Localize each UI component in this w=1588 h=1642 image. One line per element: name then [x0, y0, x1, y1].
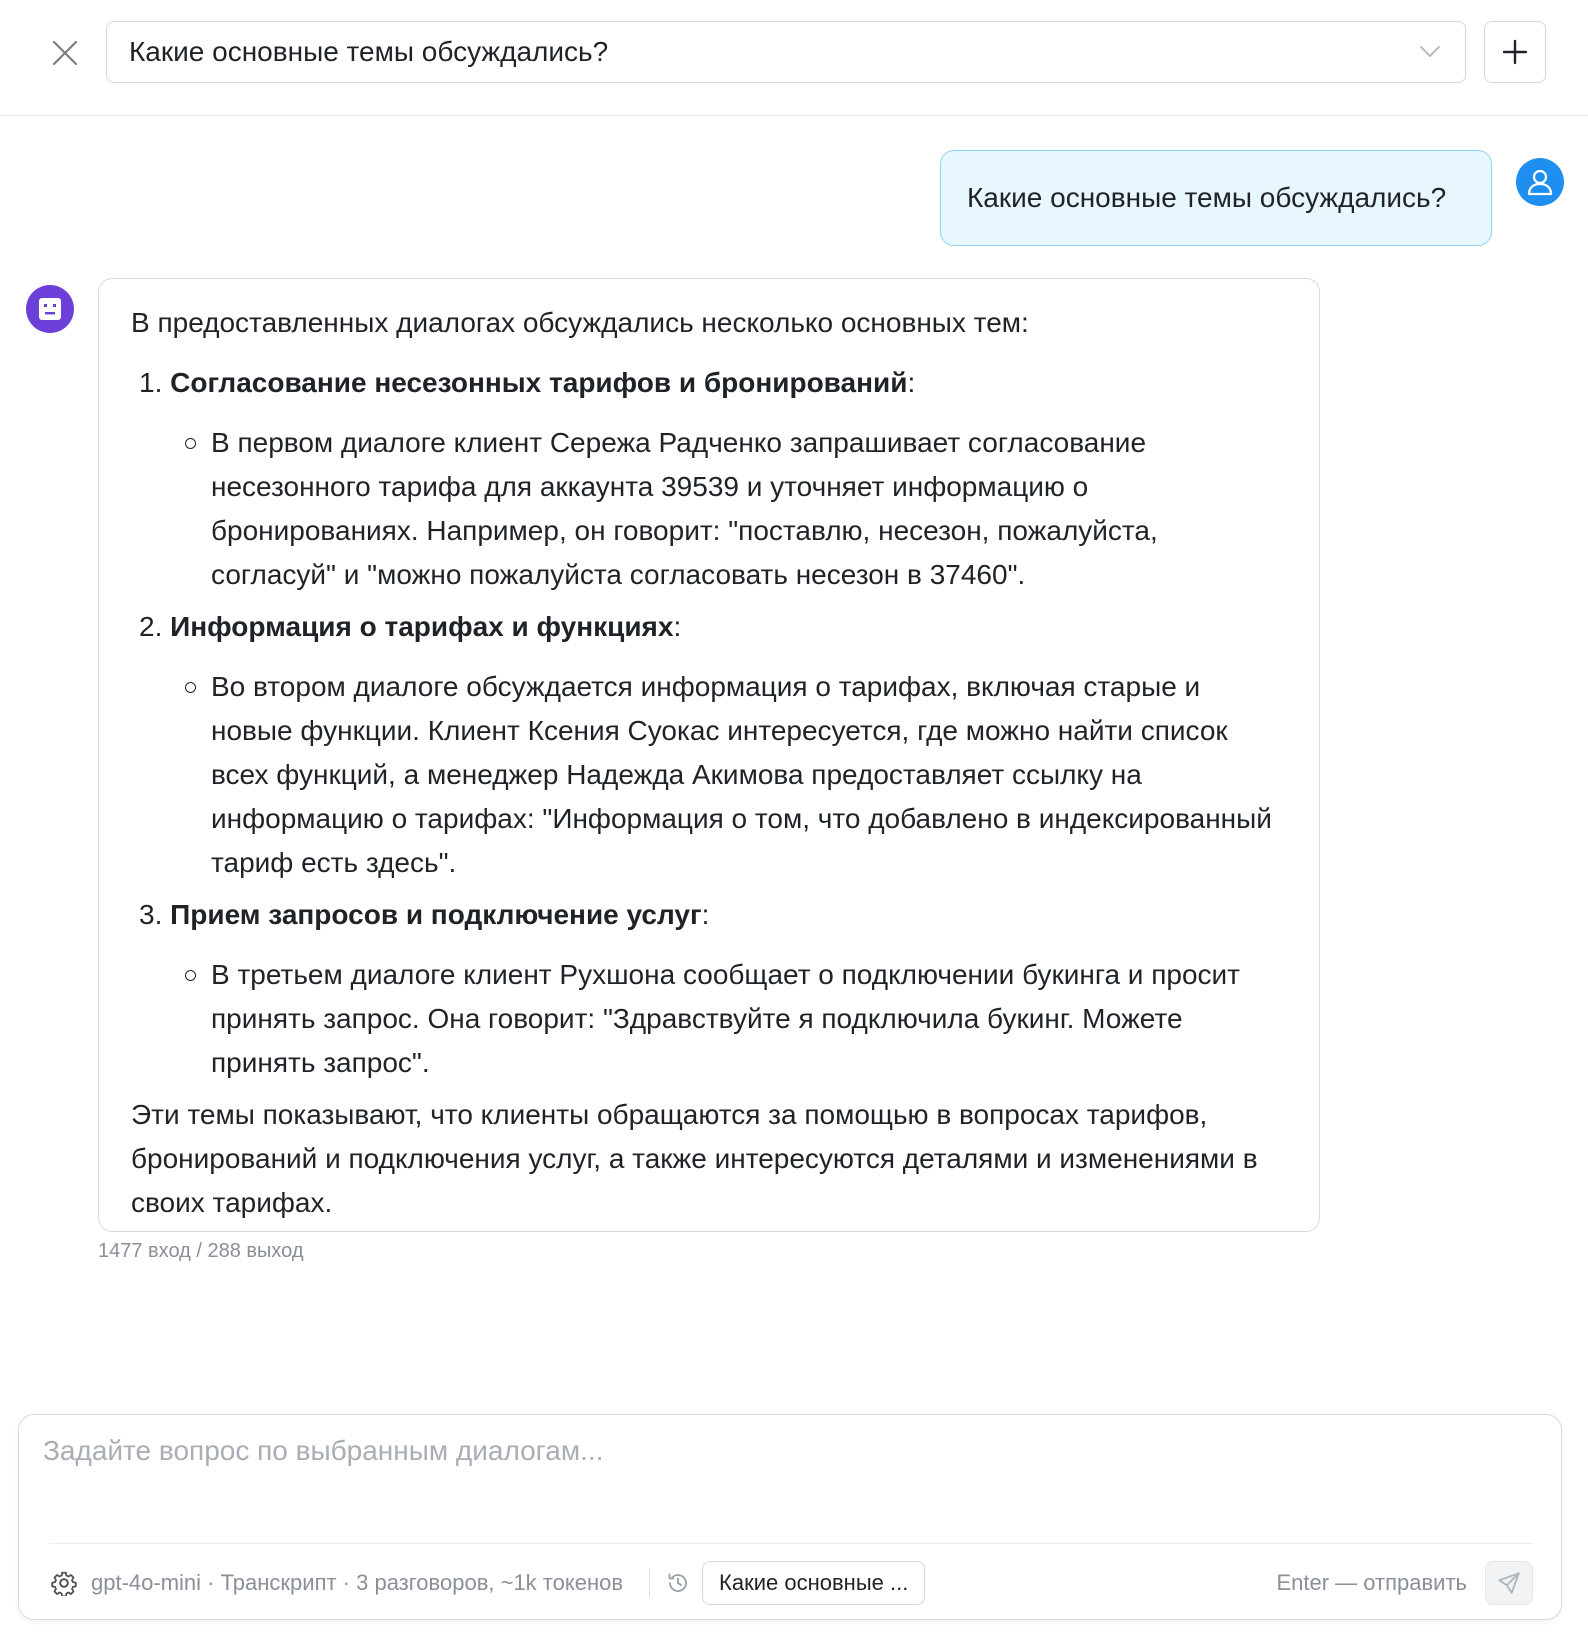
- bullet-circle: [185, 970, 196, 981]
- topic-title: 2. Информация о тарифах и функциях:: [139, 611, 682, 642]
- footer-divider: [649, 1569, 650, 1597]
- assistant-message-bubble: [98, 278, 1320, 1232]
- clock-icon[interactable]: [664, 1569, 692, 1597]
- chevron-down-icon: [1417, 39, 1443, 65]
- question-input[interactable]: [43, 1435, 1533, 1531]
- close-button[interactable]: [44, 32, 86, 74]
- question-select[interactable]: [106, 21, 1466, 83]
- composer-divider: [49, 1543, 1533, 1544]
- bullet-circle: [185, 682, 196, 693]
- send-icon: [1496, 1570, 1522, 1596]
- topic-title: 3. Прием запросов и подключение услуг:: [139, 899, 710, 930]
- history-chip[interactable]: Какие основные ...: [702, 1561, 925, 1605]
- send-button[interactable]: [1485, 1561, 1533, 1605]
- user-avatar: [1516, 158, 1564, 206]
- assistant-intro: В предоставленных диалогах обсуждались несколько основных тем:: [131, 307, 1029, 338]
- close-icon: [51, 39, 79, 67]
- gear-icon[interactable]: [49, 1568, 79, 1598]
- topic-detail: В первом диалоге клиент Сережа Радченко запрашивает согласование несезонного тарифа для аккаунта 39539 и уточняет информацию о бронированиях. Например, он говорит: "поставлю, несезон, пожалуйста, согласуй" и "можно пожалуйста согласовать несезон в 37460".: [131, 421, 1287, 597]
- composer-footer: [49, 1555, 1533, 1611]
- user-message-text: Какие основные темы обсуждались?: [967, 182, 1447, 213]
- new-chat-button[interactable]: [1484, 21, 1546, 83]
- robot-icon: [36, 295, 64, 323]
- bullet-circle: [185, 438, 196, 449]
- token-usage: 1477 вход / 288 выход: [98, 1240, 304, 1262]
- composer: [18, 1414, 1562, 1620]
- assistant-summary: Эти темы показывают, что клиенты обращаются за помощью в вопросах тарифов, бронирований и подключения услуг, а также интересуются деталями и изменениями в своих тарифах.: [131, 1099, 1258, 1218]
- model-info: gpt-4o-mini · Транскрипт · 3 разговоров, ~1k токенов: [91, 1570, 624, 1595]
- topic-title: 1. Согласование несезонных тарифов и бронирований:: [139, 367, 916, 398]
- user-icon: [1526, 168, 1554, 196]
- topic-list: [131, 361, 1287, 1085]
- topic-detail: Во втором диалоге обсуждается информация о тарифах, включая старые и новые функции. Клиент Ксения Суокас интересуется, где можно найти список всех функций, а менеджер Надежда Акимова предоставляет ссылку на информацию о тарифах: "Информация о том, что добавлено в индексированный тариф есть здесь".: [131, 665, 1287, 885]
- topic-detail: В третьем диалоге клиент Рухшона сообщает о подключении букинга и просит принять запрос. Она говорит: "Здравствуйте я подключила букинг. Можете принять запрос".: [131, 953, 1287, 1085]
- user-message-bubble: [940, 150, 1492, 246]
- plus-icon: [1502, 39, 1528, 65]
- assistant-avatar: [26, 285, 74, 333]
- header-bar: [0, 0, 1588, 116]
- send-hint: Enter — отправить: [1276, 1570, 1467, 1595]
- question-select-value: Какие основные темы обсуждались?: [129, 36, 609, 67]
